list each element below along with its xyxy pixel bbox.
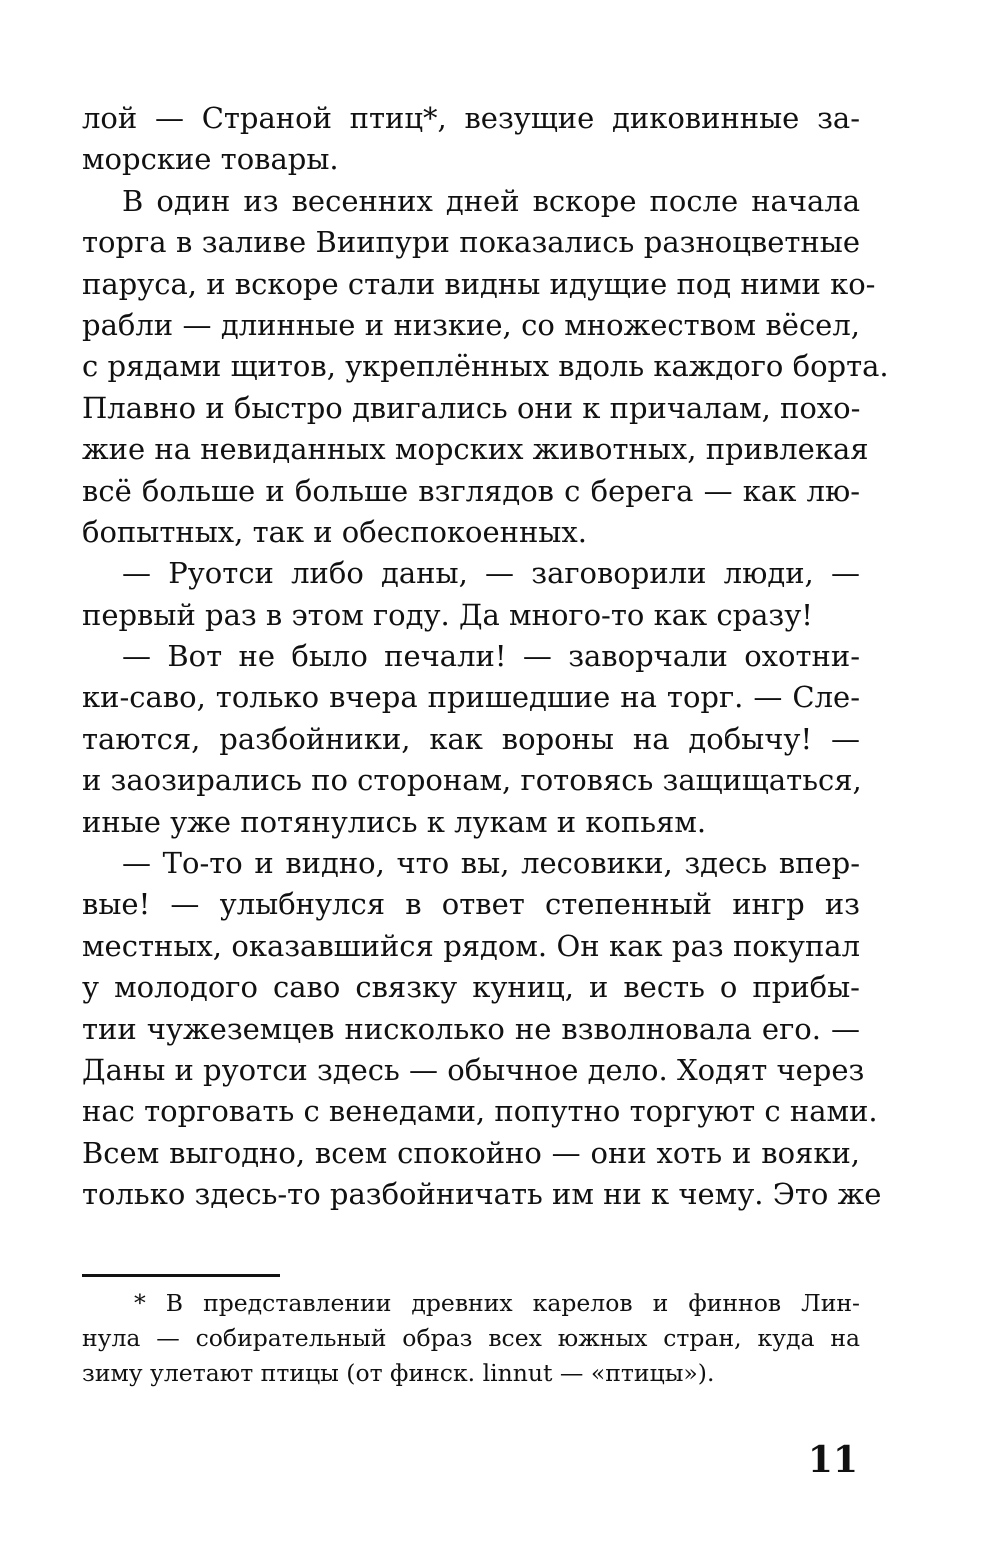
text-line: ки-саво, только вчера пришедшие на торг. — Сле-: [82, 680, 860, 715]
text-line: — Вот не было печали! — заворчали охотни-: [122, 639, 860, 674]
text-line: с рядами щитов, укреплённых вдоль каждого борта.: [82, 349, 889, 384]
text-line: Плавно и быстро двигались они к причалам, похо-: [82, 390, 861, 425]
text-line: Всем выгодно, всем спокойно — они хоть и вояки,: [82, 1135, 860, 1170]
main-text: [82, 98, 889, 1216]
text-line: иные уже потянулись к лукам и копьям.: [82, 804, 707, 839]
text-line: вые! — улыбнулся в ответ степенный ингр из: [82, 887, 860, 922]
text-line: у молодого саво связку куниц, и весть о прибы-: [82, 970, 860, 1005]
text-line: — Руотси либо даны, — заговорили люди, —: [122, 556, 860, 591]
text-line: таются, разбойники, как вороны на добычу! —: [82, 721, 860, 756]
footnote-line: зиму улетают птицы (от финск. linnut — «птицы»).: [82, 1359, 715, 1387]
text-line: — То-то и видно, что вы, лесовики, здесь впер-: [122, 846, 860, 881]
footnote-divider: [82, 1274, 280, 1277]
text-line: и заозирались по сторонам, готовясь защищаться,: [82, 763, 862, 798]
text-line: бопытных, так и обеспокоенных.: [82, 514, 587, 549]
text-line: нас торговать с венедами, попутно торгуют с нами.: [82, 1094, 878, 1129]
text-line: всё больше и больше взглядов с берега — как лю-: [82, 473, 860, 508]
footnote: [82, 1286, 860, 1391]
text-line: паруса, и вскоре стали видны идущие под ними ко-: [82, 266, 876, 301]
text-line: местных, оказавшийся рядом. Он как раз покупал: [82, 928, 860, 963]
page-number: 11: [807, 1439, 858, 1481]
text-line: первый раз в этом году. Да много-то как сразу!: [82, 597, 813, 632]
text-line: лой — Страной птиц*, везущие диковинные за-: [82, 101, 860, 135]
text-line: морские товары.: [82, 142, 339, 177]
text-line: тии чужеземцев нисколько не взволновала его. —: [82, 1011, 860, 1046]
text-line: жие на невиданных морских животных, привлекая: [82, 432, 869, 467]
text-line: Даны и руотси здесь — обычное дело. Ходят через: [82, 1052, 865, 1087]
text-line: только здесь-то разбойничать им ни к чему. Это же: [82, 1177, 882, 1212]
text-line: рабли — длинные и низкие, со множеством вёсел,: [82, 307, 860, 342]
text-line: В один из весенних дней вскоре после начала: [122, 183, 860, 218]
footnote-line: нула — собирательный образ всех южных стран, куда на: [82, 1324, 860, 1352]
footnote-line: * В представлении древних карелов и финнов Лин-: [134, 1289, 860, 1317]
text-line: торга в заливе Виипури показались разноцветные: [82, 225, 860, 260]
